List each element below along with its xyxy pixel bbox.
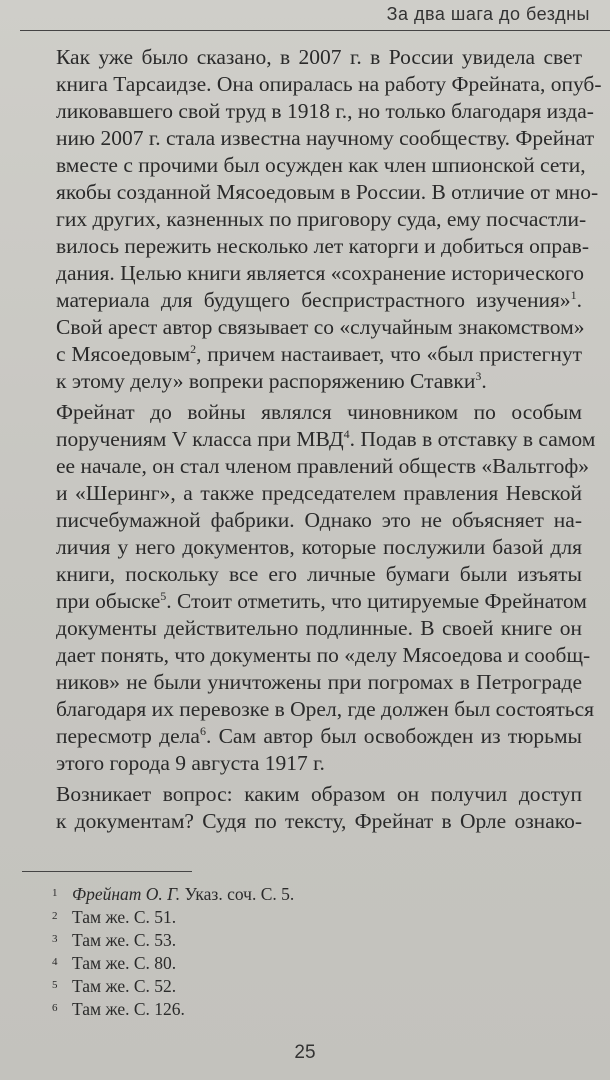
footnote-ref: 5 (160, 588, 167, 603)
running-title: За два шага до бездны (386, 4, 590, 24)
text-segment: . Подав в отставку в самом (349, 427, 596, 451)
footnote-separator (22, 871, 192, 872)
footnote-text: Там же. С. 126. (72, 999, 185, 1019)
footnote-number: 4 (52, 956, 58, 968)
text-line: документы действительно подлинные. В своей книге он (56, 616, 582, 640)
text-line (22, 723, 582, 750)
paragraph-3 (22, 781, 582, 835)
text-line: ликовавшего свой труд в 1918 г., но только благодаря изда- (56, 99, 594, 123)
text-line: книги, поскольку все его личные бумаги были изъяты (56, 562, 582, 586)
footnote (52, 906, 572, 929)
footnote-number: 1 (52, 887, 58, 899)
footnote-number: 2 (52, 910, 58, 922)
text-segment: . Сам автор был освобожден из тюрьмы (205, 724, 583, 748)
text-segment: поручениям V класса при МВД (56, 427, 344, 451)
running-header (20, 0, 610, 34)
text-line: ее начале, он стал членом правлений обществ «Вальтгоф» (56, 454, 590, 478)
footnote-text: Там же. С. 53. (72, 930, 177, 950)
text-line: Как уже было сказано, в 2007 г. в России увидела свет (56, 45, 582, 69)
footnote-ref: 6 (199, 723, 206, 738)
footnote-text: Указ. соч. С. 5. (180, 884, 295, 904)
footnote (52, 883, 572, 906)
text-line (22, 368, 582, 395)
footnote-number: 3 (52, 933, 58, 945)
footnote-text: Там же. С. 52. (72, 976, 177, 996)
text-segment: материала для будущего беспристрастного изучения» (56, 288, 571, 312)
text-segment: . (481, 369, 487, 393)
text-line: дания. Целью книги является «сохранение исторического (56, 261, 584, 285)
text-segment: . Стоит отметить, что цитируемые Фрейнатом (166, 589, 587, 613)
text-segment: к этому делу» вопреки распоряжению Ставки (56, 369, 476, 393)
footnote-ref: 3 (475, 368, 482, 383)
text-line: ников» не были уничтожены при погромах в Петрограде (56, 670, 582, 694)
paragraph-1 (22, 44, 602, 395)
text-line: личия у него документов, которые послужили базой для (56, 535, 582, 559)
footnote (52, 975, 572, 998)
footnotes (52, 883, 572, 1021)
footnote (52, 929, 572, 952)
text-line: благодаря их перевозке в Орел, где должен был состояться (56, 697, 595, 721)
footnote-text: Там же. С. 80. (72, 953, 177, 973)
text-line: Фрейнат до войны являлся чиновником по особым (56, 400, 582, 424)
text-line: этого города 9 августа 1917 г. (56, 751, 325, 775)
text-line: к документам? Судя по тексту, Фрейнат в Орле ознако- (56, 809, 582, 833)
text-line (22, 287, 582, 314)
page-number: 25 (294, 1042, 316, 1063)
footnote (52, 952, 572, 975)
footnote (52, 998, 572, 1021)
footnote-author: Фрейнат О. Г. (72, 884, 181, 904)
footnote-text: Там же. С. 51. (72, 907, 177, 927)
text-segment: , причем настаивает, что «был пристегнут (196, 342, 582, 366)
footnote-number: 5 (52, 979, 58, 991)
text-line: нию 2007 г. стала известна научному сообществу. Фрейнат (56, 126, 595, 150)
text-line (22, 588, 587, 615)
text-line (22, 426, 596, 453)
footnote-ref: 2 (190, 341, 197, 356)
text-line: гих других, казненных по приговору суда, ему посчастли- (56, 207, 587, 231)
text-segment: при обыске (56, 589, 161, 613)
text-line: якобы созданной Мясоедовым в России. В отличие от мно- (56, 180, 599, 204)
text-line: вилось пережить несколько лет каторги и добиться оправ- (56, 234, 589, 258)
text-line: Свой арест автор связывает со «случайным знакомством» (56, 315, 585, 339)
paragraph-2 (22, 399, 596, 777)
text-segment: . (576, 288, 582, 312)
text-line: дает понять, что документы по «делу Мясоедова и сообщ- (56, 643, 591, 667)
text-line: вместе с прочими был осужден как член шпионской сети, (56, 153, 586, 177)
text-line: Возникает вопрос: каким образом он получил доступ (56, 782, 582, 806)
footnote-ref: 1 (570, 287, 577, 302)
text-line: книга Тарсаидзе. Она опиралась на работу Фрейната, опуб- (56, 72, 602, 96)
header-rule (20, 30, 610, 31)
text-segment: пересмотр дела (56, 724, 200, 748)
text-line: писчебумажной фабрики. Однако это не объясняет на- (56, 508, 582, 532)
text-line (22, 341, 582, 368)
footnote-number: 6 (52, 1002, 58, 1014)
footnote-ref: 4 (343, 426, 350, 441)
text-segment: с Мясоедовым (56, 342, 191, 366)
body-text (22, 44, 602, 839)
text-line: и «Шеринг», а также председателем правления Невской (56, 481, 582, 505)
